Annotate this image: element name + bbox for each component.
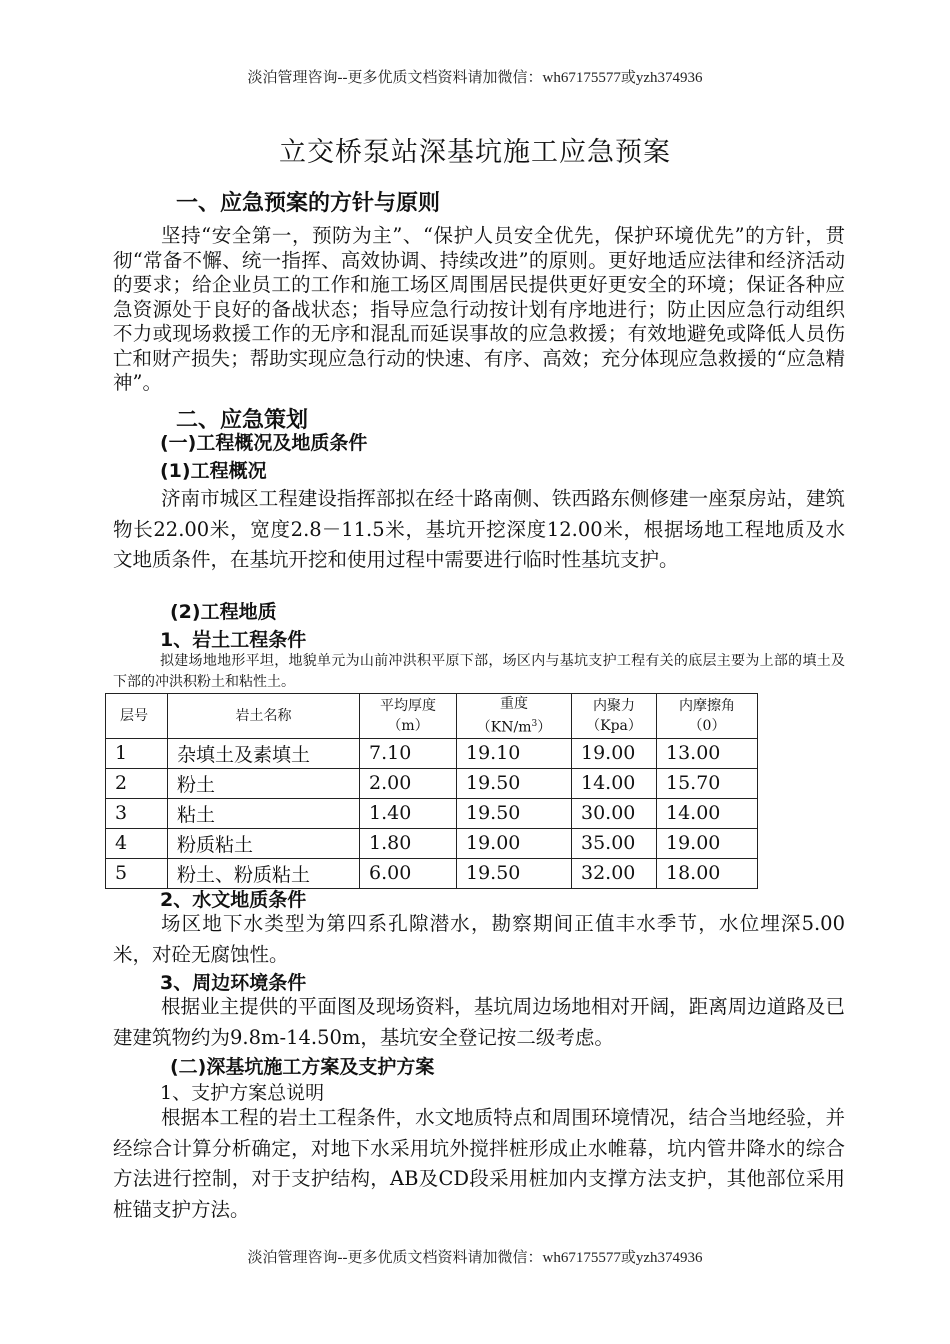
soil-parameter-table: [105, 693, 758, 889]
subsection-geology: (2)工程地质: [170, 601, 277, 623]
section1-paragraph: 坚持“安全第一，预防为主”、“保护人员安全优先，保护环境优先”的方针，贯彻“常备不懈、统一指挥、高效协调、持续改进”的原则。更好地适应法律和经济活动的要求；给企业员工的工作和施工场区周围居民提供更好更安全的环境；保证各种应急资源处于良好的备战状态；指导应急行动按计划有序地进行；防止因应急行动组织不力或现场救援工作的无序和混乱而延误事故的应急救援；有效地避免或降低人员伤亡和财产损失；帮助实现应急行动的快速、有序、高效；充分体现应急救援的“应急精神”。: [113, 224, 845, 394]
cell-layer: 5: [106, 858, 168, 888]
cell-unit-weight: 19.50: [457, 798, 572, 828]
subsection-overview: (1)工程概况: [160, 460, 267, 482]
header-layer: 层号: [106, 694, 168, 739]
table-row: [106, 858, 758, 888]
geo2-heading: 2、水文地质条件: [160, 889, 307, 911]
cell-soil-name: 粘土: [168, 798, 360, 828]
document-title: 立交桥泵站深基坑施工应急预案: [279, 137, 671, 168]
section1-heading: 一、应急预案的方针与原则: [176, 191, 441, 216]
subsection-overview-geology: (一)工程概况及地质条件: [160, 432, 368, 454]
header-cohesion: 内聚力 （Kpa）: [572, 694, 657, 739]
cell-friction-angle: 13.00: [657, 738, 758, 768]
cell-layer: 3: [106, 798, 168, 828]
cell-cohesion: 32.00: [572, 858, 657, 888]
table-header-row: [106, 694, 758, 739]
subsection-support-plan: (二)深基坑施工方案及支护方案: [170, 1056, 435, 1078]
support-plan-paragraph: 根据本工程的岩土工程条件，水文地质特点和周围环境情况，结合当地经验，并经综合计算分析确定，对地下水采用坑外搅拌桩形成止水帷幕，坑内管井降水的综合方法进行控制，对于支护结构，AB及CD段采用桩加内支撑方法支护，其他部位采用桩锚支护方法。: [113, 1106, 845, 1221]
cell-unit-weight: 19.10: [457, 738, 572, 768]
cell-friction-angle: 15.70: [657, 768, 758, 798]
table-row: [106, 738, 758, 768]
geo1-heading: 1、岩土工程条件: [160, 629, 307, 651]
cell-unit-weight: 19.50: [457, 768, 572, 798]
cell-thickness: 1.40: [360, 798, 457, 828]
cell-cohesion: 35.00: [572, 828, 657, 858]
header-thickness: 平均厚度 （m）: [360, 694, 457, 739]
cell-soil-name: 粉质粘土: [168, 828, 360, 858]
page-header: 淡泊管理咨询--更多优质文档资料请加微信：wh67175577或yzh374936: [247, 70, 703, 86]
cell-friction-angle: 14.00: [657, 798, 758, 828]
geo3-paragraph: 根据业主提供的平面图及现场资料，基坑周边场地相对开阔，距离周边道路及已建建筑物约为9.8m-14.50m，基坑安全登记按二级考虑。: [113, 995, 845, 1049]
header-soil-name: 岩土名称: [168, 694, 360, 739]
table-row: [106, 828, 758, 858]
cell-friction-angle: 18.00: [657, 858, 758, 888]
header-unit-weight: 重度 $(KN/m^3)$: [457, 694, 572, 739]
geo1-paragraph: 拟建场地地形平坦，地貌单元为山前冲洪积平原下部，场区内与基坑支护工程有关的底层主要为上部的填土及下部的冲洪积粉土和粘性土。: [113, 653, 845, 690]
table-row: [106, 768, 758, 798]
overview-paragraph: 济南市城区工程建设指挥部拟在经十路南侧、铁西路东侧修建一座泵房站，建筑物长22.00米，宽度2.8－11.5米，基坑开挖深度12.00米，根据场地工程地质及水文地质条件，在基坑开挖和使用过程中需要进行临时性基坑支护。: [113, 487, 845, 571]
cell-thickness: 7.10: [360, 738, 457, 768]
header-friction-angle: 内摩擦角 （0）: [657, 694, 758, 739]
cell-cohesion: 19.00: [572, 738, 657, 768]
cell-soil-name: 杂填土及素填土: [168, 738, 360, 768]
cell-layer: 2: [106, 768, 168, 798]
section2-heading: 二、应急策划: [176, 408, 309, 433]
table-row: [106, 798, 758, 828]
cell-thickness: 2.00: [360, 768, 457, 798]
geo3-heading: 3、周边环境条件: [160, 972, 307, 994]
cell-thickness: 1.80: [360, 828, 457, 858]
page-footer: 淡泊管理咨询--更多优质文档资料请加微信：wh67175577或yzh374936: [247, 1250, 703, 1266]
cell-cohesion: 30.00: [572, 798, 657, 828]
cell-layer: 4: [106, 828, 168, 858]
cell-layer: 1: [106, 738, 168, 768]
cell-unit-weight: 19.50: [457, 858, 572, 888]
cell-soil-name: 粉土: [168, 768, 360, 798]
support-plan-heading: 1、支护方案总说明: [160, 1082, 325, 1104]
cell-friction-angle: 19.00: [657, 828, 758, 858]
cell-unit-weight: 19.00: [457, 828, 572, 858]
cell-cohesion: 14.00: [572, 768, 657, 798]
cell-soil-name: 粉土、粉质粘土: [168, 858, 360, 888]
geo2-paragraph: 场区地下水类型为第四系孔隙潜水，勘察期间正值丰水季节，水位埋深5.00米，对砼无腐蚀性。: [113, 912, 845, 966]
cell-thickness: 6.00: [360, 858, 457, 888]
